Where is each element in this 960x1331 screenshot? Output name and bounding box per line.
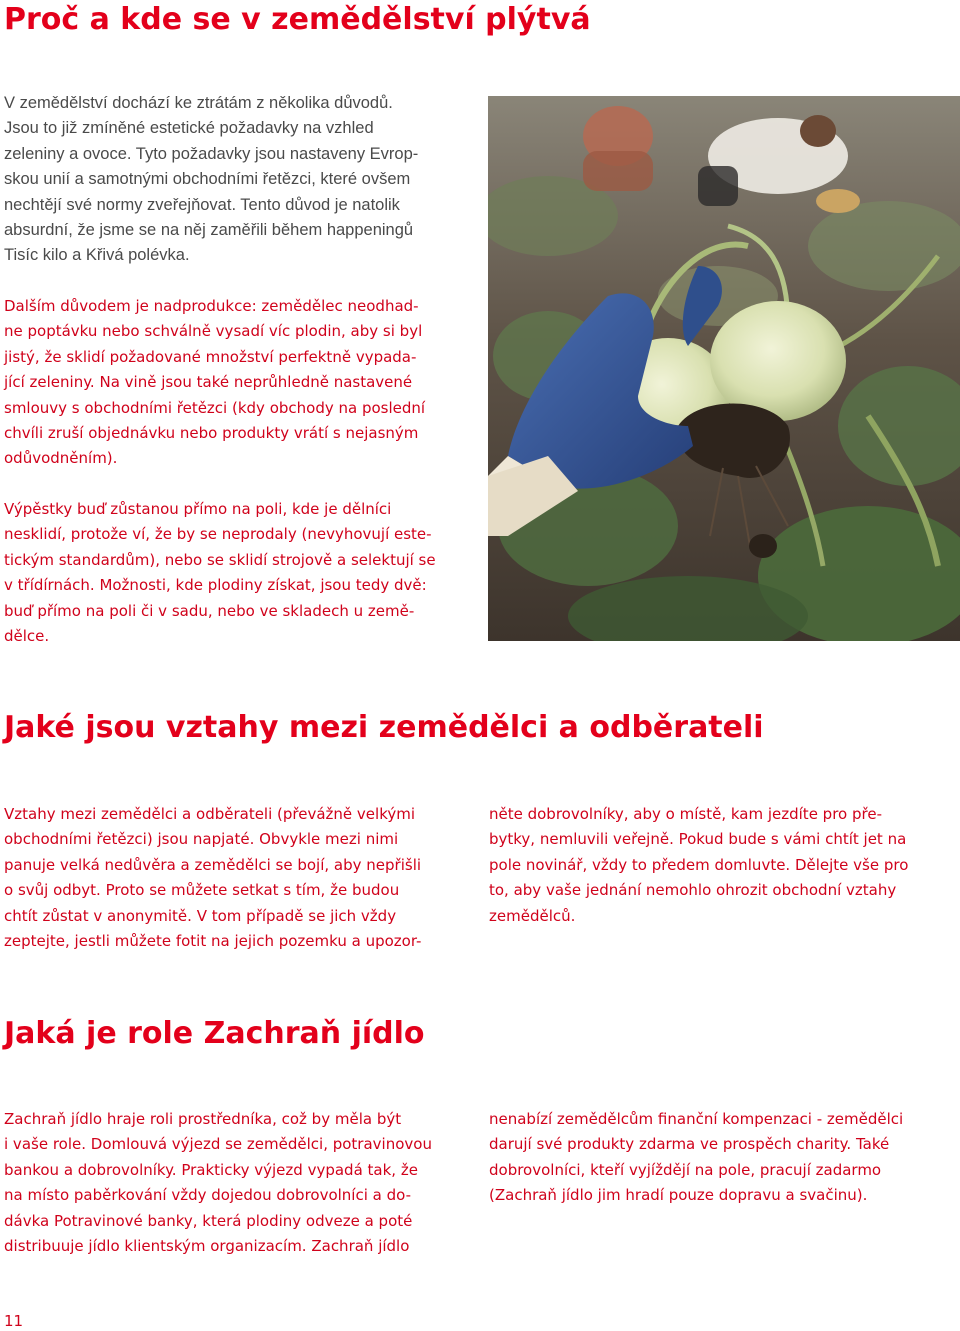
section-title-waste: Proč a kde se v zemědělství plýtvá xyxy=(4,2,591,37)
kohlrabi-harvest-photo xyxy=(488,96,960,641)
page-number: 11 xyxy=(4,1312,24,1330)
harvest-paragraph: Výpěstky buď zůstanou přímo na poli, kde je dělníci nesklidí, protože ví, že by se neprodaly (nevyhovují este- tickým standardům), nebo se sklidí strojově a selektují se v třídírnách. Možnosti, kde plodiny získat, jsou tedy dvě: buď přímo na poli či v sadu, nebo ve skladech u země- dělce. xyxy=(4,500,436,646)
intro-paragraph: V zemědělství dochází ke ztrátám z několika důvodů. Jsou to již zmíněné estetické požadavky na vzhled zeleniny a ovoce. Tyto požadavky jsou nastaveny Evrop- skou unií a samotnými obchodními řetězci, které ovšem nechtějí své normy zveřejňovat. Tento důvod je natolik absurdní, že jsme se na něj zaměřili během happeningů Tisíc kilo a Křivá polévka. xyxy=(4,94,419,265)
role-column-left: Zachraň jídlo hraje roli prostředníka, což by měla být i vaše role. Domlouvá výjezd se zemědělci, potravinovou bankou a dobrovolníky. Prakticky výjezd vypadá tak, že na místo paběrkování vždy dojedou dobrovolníci a do- dávka Potravinové banky, která plodiny odveze a poté distribuuje jídlo klientským organizacím. Zachraň jídlo xyxy=(4,1110,432,1256)
section-title-relations: Jaké jsou vztahy mezi zemědělci a odběrateli xyxy=(4,710,764,745)
relations-column-right: něte dobrovolníky, aby o místě, kam jezdíte pro pře- bytky, nemluvili veřejně. Pokud bude s vámi chtít jet na pole novinář, vždy to předem domluvte. Dělejte vše pro to, aby vaše jednání nemohlo ohrozit obchodní vztahy zemědělců. xyxy=(489,805,909,925)
role-column-right: nenabízí zemědělcům finanční kompenzaci - zemědělci darují své produkty zdarma ve prospěch charity. Také dobrovolníci, kteří vyjíždějí na pole, pracují zadarmo (Zachraň jídlo jim hradí pouze dopravu a svačinu). xyxy=(489,1110,904,1205)
section-title-role: Jaká je role Zachraň jídlo xyxy=(4,1016,425,1051)
relations-column-left: Vztahy mezi zemědělci a odběrateli (převážně velkými obchodními řetězci) jsou napjaté. Obvykle mezi nimi panuje velká nedůvěra a zemědělci se bojí, aby nepřišli o svůj odbyt. Proto se můžete setkat s tím, že budou chtít zůstat v anonymitě. V tom případě se jich vždy zeptejte, jestli můžete fotit na jejich pozemku a upozor- xyxy=(4,805,422,951)
overproduction-paragraph: Dalším důvodem je nadprodukce: zemědělec neodhad- ne poptávku nebo schválně vysadí víc plodin, aby si byl jistý, že sklidí požadované množství perfektně vypada- jící zeleniny. Na vině jsou také neprůhledně nastavené smlouvy s obchodními řetězci (kdy obchody na poslední chvíli zruší objednávku nebo produkty vrátí s nejasným odůvodněním). xyxy=(4,297,426,468)
